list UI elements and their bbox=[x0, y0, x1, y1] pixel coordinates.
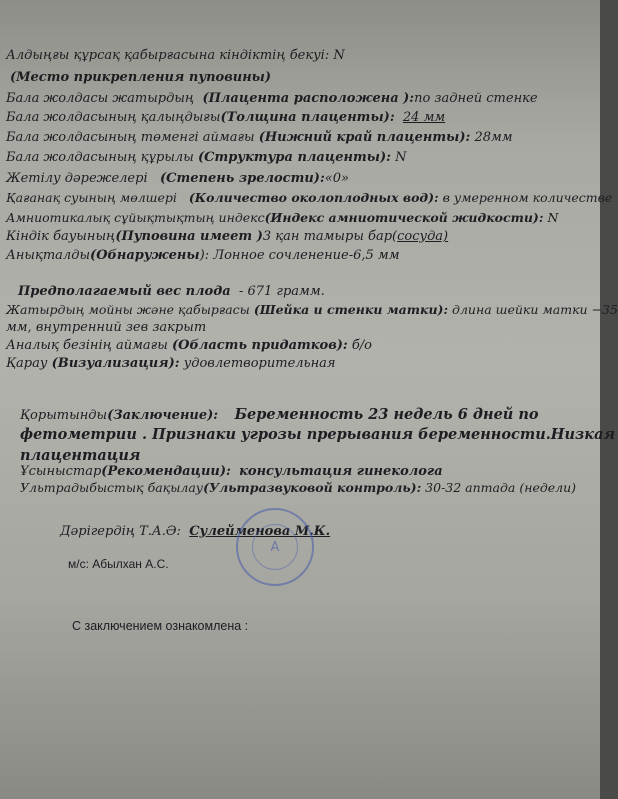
placenta-thickness-line: Бала жолдасының қалыңдығы(Толщина плаценты): 24 мм bbox=[6, 110, 446, 125]
umbilical-attachment-line: Алдыңғы құрсақ қабырғасына кіндіктің бекуі: N bbox=[6, 48, 345, 63]
doctor-name-line: Дәрігердің Т.А.Ә: Сулейменова М.К. bbox=[60, 524, 331, 539]
cervix-line-continued: мм, внутренний зев закрыт bbox=[6, 320, 207, 335]
doctor-seal-stamp: А bbox=[236, 508, 314, 586]
estimated-fetal-weight-line: Предполагаемый вес плода - 671 грамм. bbox=[18, 284, 325, 299]
cervix-line: Жатырдың мойны және қабырғасы (Шейка и стенки матки): длина шейки матки −35 bbox=[6, 302, 618, 317]
visualization-line: Қарау (Визуализация): удовлетворительная bbox=[6, 356, 336, 371]
nurse-name-line: м/с: Абылхан А.С. bbox=[68, 557, 169, 571]
placenta-structure-line: Бала жолдасының құрылы (Структура плаценты): N bbox=[6, 150, 407, 165]
amniotic-fluid-index-line: Амниотикалық сұйықтықтың индекс(Индекс амниотической жидкости): N bbox=[6, 210, 559, 225]
placenta-location-line: Бала жолдасы жатырдың (Плацента расположена ):по задней стенке bbox=[6, 91, 538, 106]
maturity-degree-line: Жетілу дәрежелері (Степень зрелости):«0» bbox=[6, 171, 349, 186]
umbilical-attachment-ru: (Место прикрепления пуповины) bbox=[10, 70, 272, 85]
amniotic-fluid-amount-line: Қағанақ суының мөлшері (Количество околоплодных вод): в умеренном количестве bbox=[6, 190, 613, 205]
conclusion-line-continued: фетометрии . Признаки угрозы прерывания беременности.Низкая bbox=[20, 426, 616, 443]
ultrasound-control-line: Ультрадыбыстық бақылау(Ультразвуковой контроль): 30-32 аптада (недели) bbox=[20, 480, 577, 495]
conclusion-line: Қорытынды(Заключение): Беременность 23 недель 6 дней по bbox=[20, 406, 539, 423]
umbilical-cord-vessels-line: Кіндік бауының(Пуповина имеет )3 қан тамыры бар(сосуда) bbox=[6, 229, 449, 244]
placenta-lower-edge-line: Бала жолдасының төменгі аймағы (Нижний край плаценты): 28мм bbox=[6, 130, 513, 145]
detected-line: Анықталды(Обнаружены): Лонное сочленение-6,5 мм bbox=[6, 248, 400, 263]
conclusion-line-end: плацентация bbox=[20, 447, 141, 464]
adnexa-line: Аналық безінің аймағы (Область придатков): б/о bbox=[6, 338, 373, 353]
acknowledgement-line: С заключением ознакомлена : bbox=[72, 619, 249, 633]
recommendations-line: Ұсыныстар(Рекомендации): консультация гинеколога bbox=[20, 464, 443, 479]
